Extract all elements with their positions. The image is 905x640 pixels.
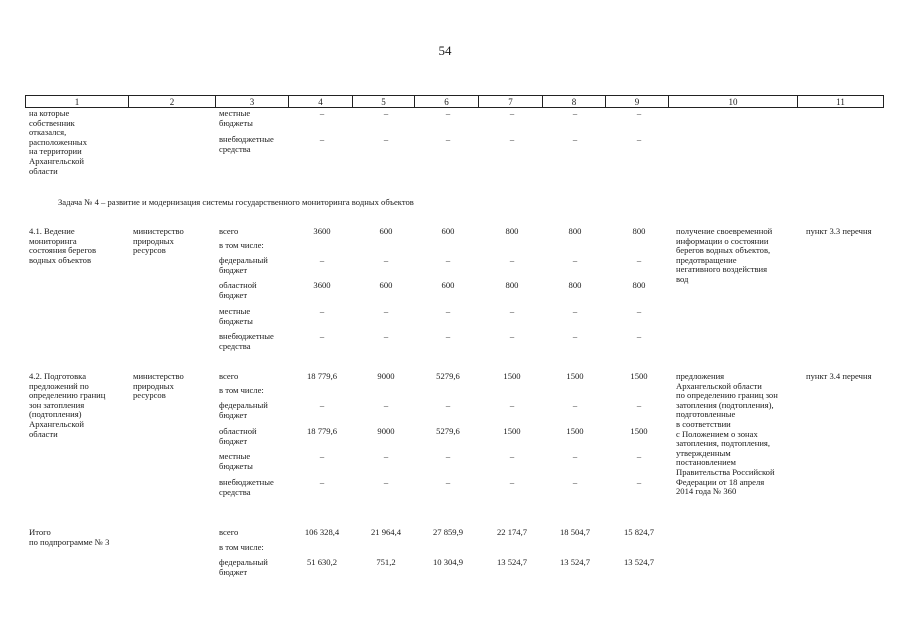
value-cell: – xyxy=(319,451,325,461)
responsible-executor: министерство природных ресурсов xyxy=(133,226,184,256)
row-label: всего xyxy=(219,527,239,537)
value-cell: – xyxy=(509,331,515,341)
value-cell: 800 xyxy=(568,226,582,236)
column-number: 5 xyxy=(353,96,415,108)
value-cell: 800 xyxy=(568,280,582,290)
task-heading: Задача № 4 – развитие и модернизация системы государственного мониторинга водных объектов xyxy=(58,197,414,207)
row-label: в том числе: xyxy=(219,240,264,250)
row-label: местные бюджеты xyxy=(219,306,253,326)
value-cell: 21 964,4 xyxy=(370,527,402,537)
row-label: федеральный бюджет xyxy=(219,255,268,275)
value-cell: – xyxy=(383,255,389,265)
value-cell: – xyxy=(636,451,642,461)
value-cell: 13 524,7 xyxy=(623,557,655,567)
row-label: всего xyxy=(219,226,239,236)
row-label: федеральный бюджет xyxy=(219,400,268,420)
value-cell: 51 630,2 xyxy=(306,557,338,567)
value-cell: – xyxy=(572,331,578,341)
value-cell: 600 xyxy=(441,280,455,290)
row-label: федеральный бюджет xyxy=(219,557,268,577)
value-cell: – xyxy=(636,134,642,144)
value-cell: – xyxy=(572,306,578,316)
value-cell: 800 xyxy=(505,226,519,236)
value-cell: – xyxy=(445,451,451,461)
row-label: внебюджетные средства xyxy=(219,331,274,351)
value-cell: – xyxy=(572,134,578,144)
value-cell: 1500 xyxy=(566,371,584,381)
value-cell: 1500 xyxy=(503,371,521,381)
value-cell: – xyxy=(636,108,642,118)
column-number: 4 xyxy=(289,96,353,108)
value-cell: 800 xyxy=(505,280,519,290)
row-label: местные бюджеты xyxy=(219,108,253,128)
row-label: всего xyxy=(219,371,239,381)
value-cell: – xyxy=(319,255,325,265)
value-cell: 800 xyxy=(632,226,646,236)
value-cell: – xyxy=(636,306,642,316)
value-cell: – xyxy=(319,400,325,410)
column-number: 11 xyxy=(798,96,884,108)
value-cell: 1500 xyxy=(566,426,584,436)
column-number-row xyxy=(26,96,884,108)
value-cell: – xyxy=(383,451,389,461)
activity-title: 4.2. Подготовка предложений по определению границ зон затопления (подтопления) Архангельской области xyxy=(29,371,106,439)
value-cell: 600 xyxy=(379,280,393,290)
value-cell: 3600 xyxy=(313,226,331,236)
value-cell: – xyxy=(445,331,451,341)
value-cell: 1500 xyxy=(630,371,648,381)
column-number: 7 xyxy=(479,96,543,108)
value-cell: 3600 xyxy=(313,280,331,290)
row-label: областной бюджет xyxy=(219,426,257,446)
row-label: местные бюджеты xyxy=(219,451,253,471)
value-cell: 1500 xyxy=(630,426,648,436)
value-cell: 15 824,7 xyxy=(623,527,655,537)
column-header-table xyxy=(25,95,884,108)
value-cell: 1500 xyxy=(503,426,521,436)
value-cell: 106 328,4 xyxy=(304,527,340,537)
expected-result: предложения Архангельской области по определению границ зон затопления (подтопления), подготовленные в соответствии с Положением о зонах затопления, подтопления, утвержденным постановлением Правительства Российской Федерации от 18 апреля 2014 года № 360 xyxy=(676,371,778,497)
value-cell: – xyxy=(509,306,515,316)
value-cell: – xyxy=(636,400,642,410)
value-cell: – xyxy=(572,255,578,265)
value-cell: – xyxy=(509,255,515,265)
value-cell: – xyxy=(383,400,389,410)
value-cell: 9000 xyxy=(377,371,395,381)
value-cell: 800 xyxy=(632,280,646,290)
value-cell: – xyxy=(636,255,642,265)
column-number: 6 xyxy=(415,96,479,108)
responsible-executor: министерство природных ресурсов xyxy=(133,371,184,401)
column-number: 1 xyxy=(26,96,129,108)
value-cell: – xyxy=(572,108,578,118)
value-cell: – xyxy=(445,255,451,265)
value-cell: – xyxy=(445,306,451,316)
column-number: 8 xyxy=(543,96,606,108)
value-cell: – xyxy=(445,134,451,144)
value-cell: 13 524,7 xyxy=(496,557,528,567)
row-label: в том числе: xyxy=(219,385,264,395)
value-cell: 18 779,6 xyxy=(306,426,338,436)
value-cell: – xyxy=(319,108,325,118)
value-cell: 600 xyxy=(379,226,393,236)
value-cell: 13 524,7 xyxy=(559,557,591,567)
value-cell: 27 859,9 xyxy=(432,527,464,537)
value-cell: – xyxy=(572,400,578,410)
value-cell: – xyxy=(509,451,515,461)
value-cell: – xyxy=(319,331,325,341)
value-cell: – xyxy=(383,108,389,118)
value-cell: – xyxy=(383,134,389,144)
activity-title: 4.1. Ведение мониторинга состояния берегов водных объектов xyxy=(29,226,97,265)
column-number: 3 xyxy=(216,96,289,108)
value-cell: – xyxy=(636,477,642,487)
value-cell: – xyxy=(509,477,515,487)
value-cell: – xyxy=(509,400,515,410)
reference-item: пункт 3.4 перечня xyxy=(806,371,872,381)
value-cell: 22 174,7 xyxy=(496,527,528,537)
value-cell: – xyxy=(319,306,325,316)
row-label: внебюджетные средства xyxy=(219,134,274,154)
value-cell: – xyxy=(572,477,578,487)
value-cell: – xyxy=(572,451,578,461)
value-cell: – xyxy=(509,108,515,118)
row-label: в том числе: xyxy=(219,542,264,552)
expected-result: получение своевременной информации о состоянии берегов водных объектов, предотвращение негативного воздействия вод xyxy=(676,226,773,284)
value-cell: – xyxy=(445,400,451,410)
value-cell: – xyxy=(383,477,389,487)
value-cell: 18 779,6 xyxy=(306,371,338,381)
value-cell: 10 304,9 xyxy=(432,557,464,567)
value-cell: 5279,6 xyxy=(436,426,460,436)
page-number: 54 xyxy=(438,43,452,58)
value-cell: 18 504,7 xyxy=(559,527,591,537)
reference-item: пункт 3.3 перечня xyxy=(806,226,872,236)
value-cell: 9000 xyxy=(377,426,395,436)
row-label: областной бюджет xyxy=(219,280,257,300)
value-cell: – xyxy=(383,306,389,316)
value-cell: – xyxy=(636,331,642,341)
column-number: 9 xyxy=(606,96,669,108)
column-number: 2 xyxy=(129,96,216,108)
value-cell: – xyxy=(509,134,515,144)
value-cell: 751,2 xyxy=(376,557,396,567)
value-cell: 600 xyxy=(441,226,455,236)
value-cell: – xyxy=(383,331,389,341)
value-cell: – xyxy=(445,477,451,487)
column-number: 10 xyxy=(669,96,798,108)
total-title: Итого по подпрограмме № 3 xyxy=(29,527,110,547)
value-cell: 5279,6 xyxy=(436,371,460,381)
value-cell: – xyxy=(445,108,451,118)
value-cell: – xyxy=(319,134,325,144)
row-label: внебюджетные средства xyxy=(219,477,274,497)
continued-activity-text: на которые собственник отказался, расположенных на территории Архангельской области xyxy=(29,108,87,176)
value-cell: – xyxy=(319,477,325,487)
